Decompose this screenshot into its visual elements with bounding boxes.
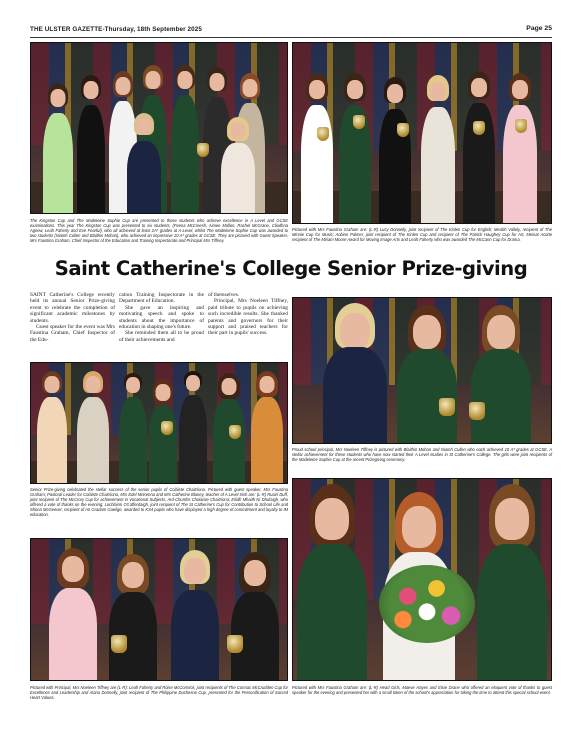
paragraph: of themselves. (208, 292, 240, 298)
trophy-icon (197, 143, 209, 157)
paragraph: SAINT Catherine's College recently held its annual Senior Prize-giving event to celebrate the completion of significant academic milestones by students. (30, 292, 115, 324)
trophy-icon (397, 123, 409, 137)
trophy-icon (111, 635, 127, 653)
photo-subject-cups-group (292, 42, 552, 224)
article-column-1 (30, 292, 115, 343)
caption-irish-medium: Senior Prize-giving celebrated the stellar success of the senior pupils of Coláiste Chaitríona. Pictured with guest speaker, Mrs Faustina Graham; Pastoral Leader for Coláiste Chaitríona, Mrs Edel McKenna and Mrs Catherine Blaney, teacher of A Level Irish are: (L-R) Ruairí Duff, joint recipient of The McCrory Cup for achievement in Vocational Subjects, Ard-Chumhs Cholaiste Chaitríona; Eilidh Mhaith Ní Dhufaigh, who offered a vote of thanks on the evening; Lochlainn O'Lafferdaigh, joint recipient of The St Catherine's Cup for Contribution to School Life and Shona McGeever, recipient of An Gradam Gaeilge, awarded to KS4 pupils who have displayed a high degree of commitment and loyalty to IM education. (30, 487, 288, 518)
bouquet-icon (379, 565, 475, 643)
caption-principal-gcse: Proud school principal, Mrs Noeleen Tiffney is pictured with Blaithin Mohan and Niamh Cullen who each achieved 10 A* grades at GCSE. A stellar achievement for these students who have now started their A Level studies in St Catherine's College. The girls were joint recipients of the Madeleine Sophie Cup at the recent Prizegiving ceremony. (292, 447, 552, 463)
masthead (30, 26, 552, 38)
paragraph: She reminded them all to be proud of their achievements and (119, 330, 204, 343)
caption-subject-cups: Pictured with Mrs Faustina Graham are: (L-R) Lucy Donnelly, joint recipient of The Kinlen Cup for English; Meabh Vallely, recipient of The Minnie Cup for Music; Aobinn Palmer, joint recipient of The Kinlen Cup and recipient of The Patrick Haughey Cup for Art, Meinat Acotte recipient of The Miriam Moore Award for Moving Image Arts and Leah Faherty who was awarded The McCann Cup for Drama. (292, 227, 552, 243)
photo-principal-with-gcse-students (292, 297, 552, 444)
trophy-icon (161, 421, 173, 435)
photo-kingston-cup-group (30, 42, 288, 214)
caption-kingston-cup: The Kingston Cup and The Madeleine Sophie Cup are presented to those students who achieve excellence in A Level and GCSE examinations. This year The Kingston Cup was presented to six students, (Feena McCreesh, Aimee Mallon, Rachel McGrane, Cliodhna Agnew, Leah Faherty and Eve Fearful), who all achieved at least 2A* grades at A-Level, whilst The Madeleine Sophie Cup was awarded to two students (Niamh Cullen and Blaithin Mohan), who achieved an impressive 10 A* grades at GCSE. They are pictured with Guest Speaker, Mrs Faustina Graham, Chief Inspector of the Education and Training Inspectorate and Principal Mrs Tiffney. (30, 218, 288, 244)
page-number: Page 25 (526, 25, 552, 32)
caption-head-girls: Pictured with Mrs Faustina Graham are: (L-R) Head Girls, Maeve Hayes and Elsie Drane who offered an eloquent vote of thanks to guest speaker for the evening and presented her with a small token of the school's appreciation for taking the time to attend this special school event. (292, 685, 552, 696)
trophy-icon (469, 402, 485, 420)
caption-principal-cups: Pictured with Principal, Mrs Noeleen Tiffney are (L-R): Leah Faherty and Róise McCormick, joint recipients of The Cormac McCrudden Cup for Excellence and Leadership and Alana Donnelly, joint recipient of The Philippine Duchesne Cup, presented for the Personification of Sacred Heart Values. (30, 685, 288, 701)
photo-head-girls-flowers (292, 478, 552, 681)
article-headline: Saint Catherine's College Senior Prize-giving (54, 257, 528, 280)
trophy-icon (227, 635, 243, 653)
paragraph: Principal, Mrs Noeleen Tiffney, paid tribute to pupils on achieving such incredible results. She thanked parents and governors for their support and praised teachers for their part in pupils' success. (208, 298, 288, 337)
trophy-icon (515, 119, 527, 133)
trophy-icon (229, 425, 241, 439)
publication-line: THE ULSTER GAZETTE-Thursday, 18th September 2025 (30, 26, 202, 33)
trophy-icon (317, 127, 329, 141)
paragraph: cation Training Inspectorate in the Department of Education. (119, 292, 204, 305)
article-column-2 (119, 292, 204, 343)
photo-irish-medium-group (30, 362, 288, 484)
paragraph: Guest speaker for the event was Mrs Faustina Graham, Chief Inspector of the Edu- (30, 324, 115, 343)
trophy-icon (473, 121, 485, 135)
article-column-3 (208, 292, 288, 337)
trophy-icon (439, 398, 455, 416)
paragraph: She gave an inspiring and motivating speech and spoke to students about the importance of education in shaping one's future. (119, 304, 204, 331)
photo-principal-cups-group (30, 538, 288, 681)
trophy-icon (353, 115, 365, 129)
